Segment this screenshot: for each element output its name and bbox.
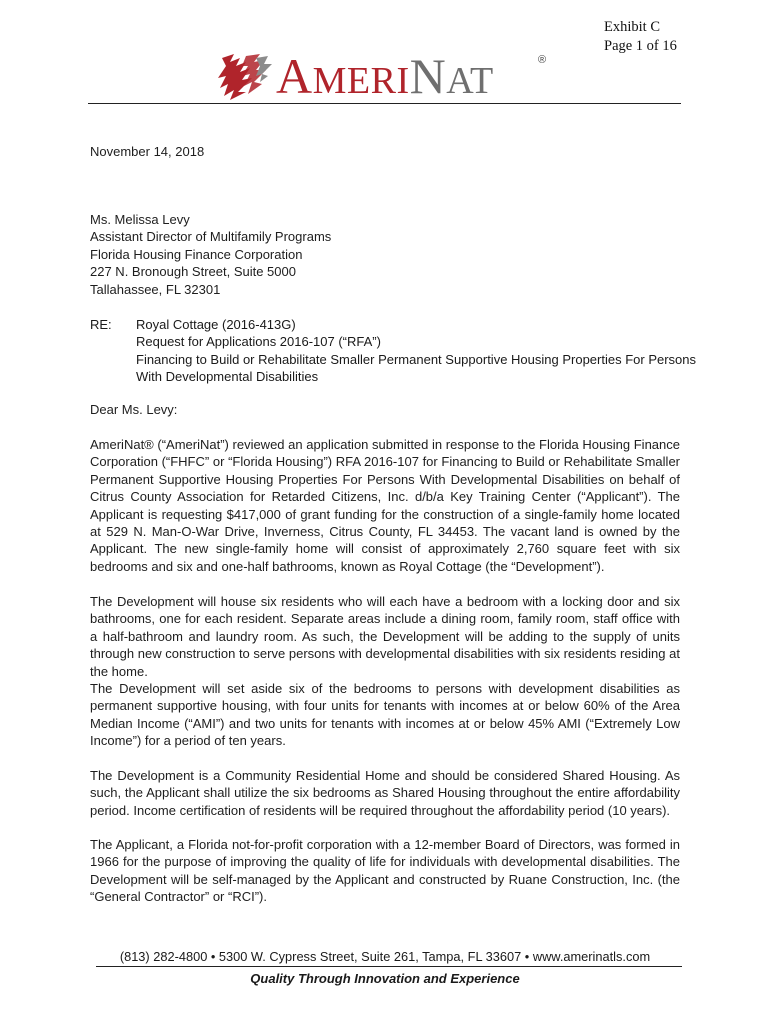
recipient-street: 227 N. Bronough Street, Suite 5000	[90, 264, 296, 280]
subject-line: Royal Cottage (2016-413G)	[136, 317, 296, 332]
subject-line: Financing to Build or Rehabilitate Smaller Permanent Supportive Housing Properties For Persons	[136, 351, 697, 367]
body-paragraph: The Applicant, a Florida not-for-profit corporation with a 12-member Board of Directors, was formed in 1966 for the purpose of improving the quality of life for individuals with developmental disabilities. The Development will be self-managed by the Applicant and constructed by Ruane Construction, Inc. (the “General Contractor” or “RCI”).	[90, 837, 680, 905]
recipient-organization: Florida Housing Finance Corporation	[90, 246, 303, 262]
logo-wordmark: AMERINAT	[276, 48, 494, 104]
exhibit-title: Exhibit C	[604, 19, 660, 35]
recipient-address	[90, 211, 680, 298]
body-paragraph: The Development is a Community Residential Home and should be considered Shared Housing. As such, the Applicant shall utilize the six bedrooms as Shared Housing throughout the entire affordability period. Income certification of residents will be required throughout the affordability period (10 years).	[90, 768, 680, 818]
body-paragraph: The Development will house six residents who will each have a bedroom with a locking door and six bathrooms, one for each resident. Separate areas include a dining room, family room, staff office with a half-bathroom and laundry room. As such, the Development will be adding to the supply of units through new construction to serve persons with developmental disabilities with six residents residing at the home.	[90, 594, 680, 679]
exhibit-label	[604, 18, 677, 56]
subject-label: RE:	[90, 317, 112, 332]
header-divider	[88, 103, 681, 104]
recipient-city: Tallahassee, FL 32301	[90, 281, 221, 297]
registered-mark: ®	[538, 54, 547, 66]
subject-line: Request for Applications 2016-107 (“RFA”)	[136, 334, 381, 350]
body-paragraph: The Development will set aside six of the bedrooms to persons with development disabilities as permanent supportive housing, with four units for tenants with incomes at or below 60% of the Area Median Income (“AMI”) and two units for tenants with incomes at or below 45% AMI (“Extremely Low Income”) for a period of ten years.	[90, 681, 680, 749]
recipient-title: Assistant Director of Multifamily Programs	[90, 229, 332, 245]
letter-date: November 14, 2018	[90, 144, 205, 159]
footer-tagline: Quality Through Innovation and Experience	[250, 971, 520, 986]
subject-lines	[136, 316, 697, 386]
page-number: Page 1 of 16	[604, 38, 677, 54]
recipient-name: Ms. Melissa Levy	[90, 212, 190, 227]
footer-contact: (813) 282-4800 • 5300 W. Cypress Street, Suite 261, Tampa, FL 33607 • www.amerinatls.com	[119, 949, 651, 964]
footer-divider	[96, 966, 682, 967]
salutation: Dear Ms. Levy:	[90, 402, 178, 417]
amerinat-logo	[216, 48, 556, 104]
eagle-icon	[216, 52, 274, 102]
subject-line: With Developmental Disabilities	[136, 369, 319, 385]
body-paragraph: AmeriNat® (“AmeriNat”) reviewed an application submitted in response to the Florida Housing Finance Corporation (“FHFC” or “Florida Housing”) RFA 2016-107 for Financing to Build or Rehabilitate Smaller Permanent Supportive Housing Properties For Persons With Developmental Disabilities on behalf of Citrus County Association for Retarded Citizens, Inc. d/b/a Key Training Center (“Applicant”). The Applicant is requesting $417,000 of grant funding for the construction of a single-family home located at 529 N. Man-O-War Drive, Inverness, Citrus County, FL 34453. The vacant land is owned by the Applicant. The new single-family home will consist of approximately 2,760 square feet with six bedrooms and six and one-half bathrooms, known as Royal Cottage (the “Development”).	[90, 437, 680, 574]
